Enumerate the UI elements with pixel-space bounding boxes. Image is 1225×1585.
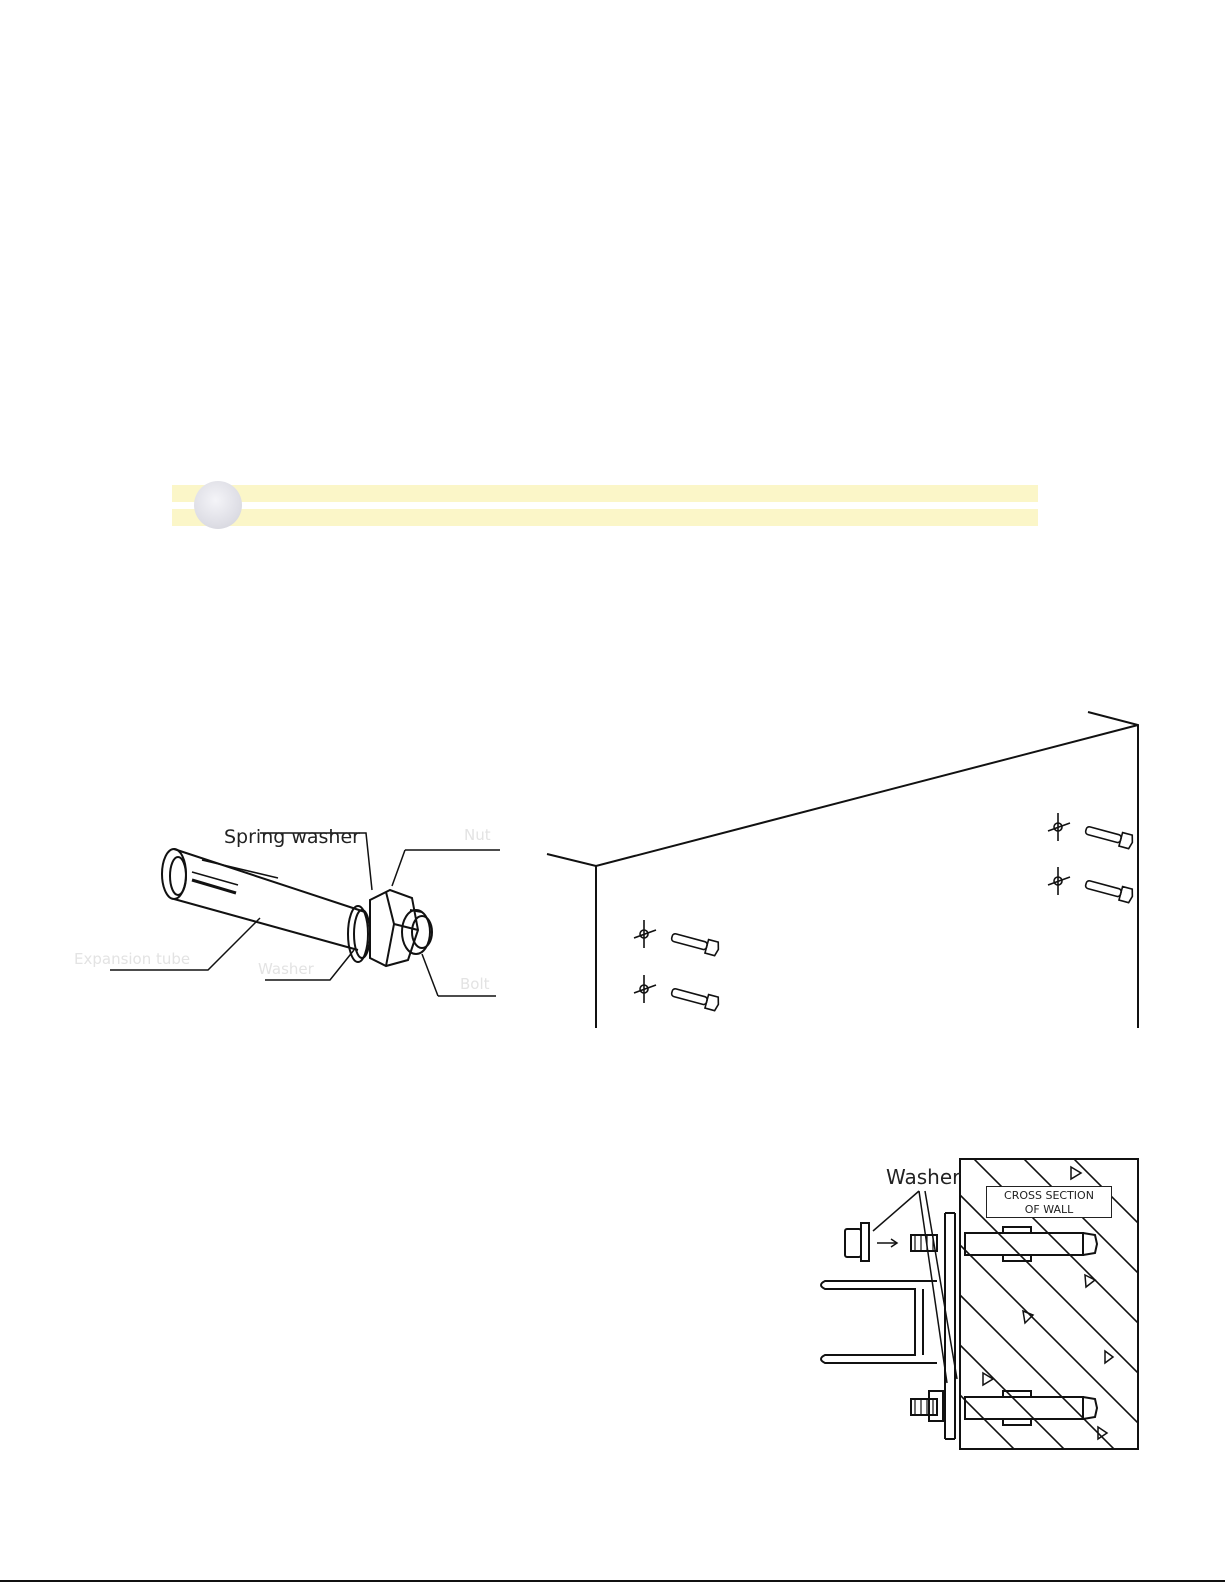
label-nut: Nut — [464, 826, 491, 844]
note-highlight-row — [172, 485, 1038, 502]
label-expansion-tube: Expansion tube — [74, 950, 191, 968]
note-highlight-row — [172, 509, 1038, 526]
anchor-bolt-figure — [60, 820, 520, 1010]
cross-section-label-line1: CROSS SECTION — [1004, 1189, 1094, 1202]
label-spring-washer: Spring washer — [224, 826, 360, 848]
anchor-bolt-drawing — [60, 820, 520, 1010]
note-icon — [194, 481, 242, 529]
page-bottom-rule — [0, 1580, 1225, 1582]
note-band — [172, 485, 1038, 529]
label-washer: Washer — [258, 960, 314, 978]
wall-anchors-drawing — [540, 708, 1150, 1033]
cross-section-label-line2: OF WALL — [1024, 1203, 1074, 1216]
cross-section-label — [986, 1186, 1112, 1218]
wall-anchors-figure — [540, 708, 1150, 1033]
label-washer-cross-section: Washer — [886, 1165, 961, 1189]
label-bolt: Bolt — [460, 975, 490, 993]
